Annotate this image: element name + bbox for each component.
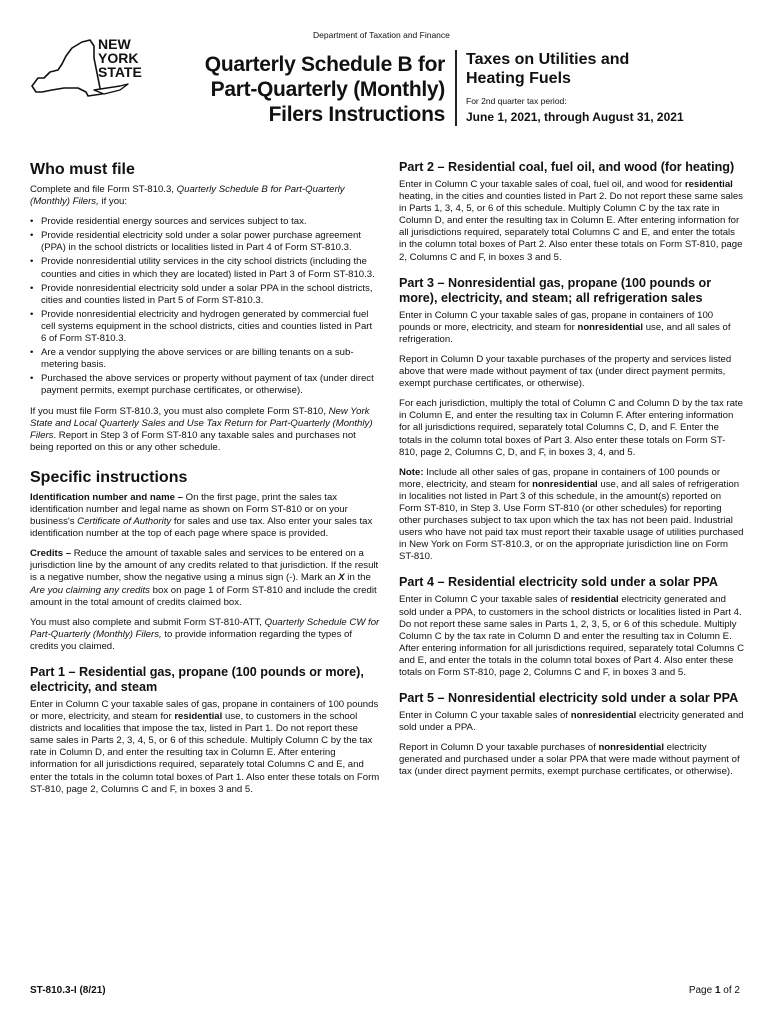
who-intro: [30, 184, 380, 208]
part1-heading: Part 1 – Residential gas, propane (100 pounds or more), electricity, and steam: [30, 665, 364, 694]
part1-paragraph: [30, 699, 380, 796]
identification-label: Identification number and name –: [30, 491, 186, 503]
part4-text-c: electricity generated and sold under a PPA, to customers in the school districts or localities listed in Part 4. Do not report these same sales in Parts 1, 2, 3, 5, or 6 of this schedule. Multiply Column C by the tax rate in Column D and enter the resulting tax in Column E. After entering information for all jurisdictions required, separately total Columns C and E, and enter the totals in the column total boxes of Part 4. Also enter these totals on Form ST-810, page 2, Columns C and F, in boxes 3 and 5.: [399, 594, 745, 678]
logo-state: STATE: [98, 64, 142, 80]
logo-new: NEW: [98, 36, 131, 52]
credits-text-c: box on page 1 of Form ST-810 and include the credit amount in the total amount of credits claimed box.: [30, 584, 377, 608]
list-item: • Provide residential electricity sold under a solar power purchase agreement (PPA) in the school districts or localities listed in Part 4 of Form ST-810.3.: [30, 230, 380, 254]
identification-paragraph: [30, 492, 380, 540]
credits-paragraph: [30, 548, 380, 608]
who-after-b: . Report in Step 3 of Form ST-810 any taxable sales and purchases not being reported on this or any other schedule.: [30, 429, 356, 453]
part5-p1-a: Enter in Column C your taxable sales of: [399, 710, 571, 722]
credits-text-italic: Are you claiming any credits: [30, 584, 150, 596]
right-column: [399, 158, 744, 787]
part5-p2-c: electricity generated and purchased under a solar PPA that were made without payment of tax (under direct payment permits, exempt purchase certificates, or otherwise).: [399, 742, 740, 778]
part4-text-bold: residential: [570, 594, 619, 606]
credits-text-a: Reduce the amount of taxable sales and services to be entered on a jurisdiction line by the amount of any credits related to that jurisdiction. If the result is a negative number, show the negative using a minus sign (-). Mark an: [30, 548, 379, 584]
right-title-line-1: Taxes on Utilities and: [466, 51, 630, 68]
who-intro-b: if you:: [98, 196, 128, 208]
page-of: of 2: [720, 985, 740, 996]
part3-note-a: Include all other sales of gas, propane in containers of 100 pounds or more, electricity, and steam for: [399, 466, 721, 490]
part5-p1-c: electricity generated and sold under a PPA.: [399, 710, 744, 734]
page-current: 1: [714, 985, 721, 996]
title-line-2: Part-Quarterly (Monthly): [210, 78, 445, 101]
header-right: [466, 50, 756, 124]
title-line-3: Filers Instructions: [268, 103, 445, 126]
part5-paragraph-1: [399, 710, 744, 734]
identification-text-b: for sales and use tax. Also enter your sales tax identification number at the top of each page where space is provided.: [30, 516, 373, 540]
list-item: • Purchased the above services or property without payment of tax (under direct payment permits, exempt purchase certificates, or otherwise).: [30, 373, 380, 397]
page-title: [165, 52, 445, 127]
specific-instructions-heading: Specific instructions: [30, 468, 188, 486]
list-item: • Provide residential energy sources and services subject to tax.: [30, 216, 380, 228]
part5-paragraph-2: [399, 742, 744, 778]
who-after-a: If you must file Form ST-810.3, you must also complete Form ST-810,: [30, 405, 329, 417]
part3-p1-a: Enter in Column C your taxable sales of gas, propane in containers of 100 pounds or more, electricity, and steam for: [399, 309, 714, 333]
att-paragraph: [30, 617, 380, 653]
part2-text-c: heating, in the cities and counties listed in Part 2. Do not report these same sales in Parts 1, 3, 4, 5, or 6 of this schedule. Multiply Column C by the tax rate in Column D, and enter the resulting tax in Column E. After entering information for all jurisdictions required, separately total Columns C and E, and enter the totals in the column total boxes of Part 2. Also enter these totals on Form ST-810, page 2, Columns C and F, in boxes 3 and 5.: [399, 191, 743, 263]
department-name: Department of Taxation and Finance: [313, 30, 450, 40]
part5-p2-bold: nonresidential: [598, 742, 665, 754]
form-id: ST-810.3-I (8/21): [30, 985, 106, 996]
part3-note: [399, 467, 744, 564]
part3-p1-c: use, and all sales of refrigeration.: [399, 321, 731, 345]
credits-text-b: in the: [344, 572, 371, 584]
right-title-line-2: Heating Fuels: [466, 70, 571, 87]
credits-x: X: [338, 572, 345, 584]
part2-text-bold: residential: [684, 179, 733, 190]
att-text-b: to provide information regarding the types of credits you claimed.: [30, 628, 353, 652]
part5-p2-a: Report in Column D your taxable purchases of: [399, 742, 599, 754]
part4-heading: Part 4 – Residential electricity sold under a solar PPA: [399, 575, 718, 590]
part5-p1-bold: nonresidential: [570, 710, 637, 722]
part3-paragraph-1: [399, 310, 744, 346]
who-must-file-heading: Who must file: [30, 161, 135, 178]
list-item: • Provide nonresidential electricity and hydrogen generated by commercial fuel cell systems equipment in the school districts, cities and counties listed in Part 6 of Form ST-810.3.: [30, 309, 380, 345]
part2-heading: Part 2 – Residential coal, fuel oil, and wood (for heating): [399, 160, 735, 174]
new-york-state-logo: [28, 34, 160, 100]
list-item: • Are a vendor supplying the above services or are billing tenants on a sub-metering basis.: [30, 347, 380, 371]
who-intro-form-title: Quarterly Schedule B for Part-Quarterly (Monthly) Filers,: [30, 184, 345, 208]
part3-p1-bold: nonresidential: [577, 321, 644, 333]
part3-paragraph-3: For each jurisdiction, multiply the total of Column C and Column D by the tax rate in Column E, and enter the resulting tax in Column F. After entering information for all jurisdictions required, separately total Columns C, D, and F. Enter the totals in the column total boxes of Part 3. Also enter these totals on Form ST-810, page 2, Columns C, D, and F, in boxes 3, 4, and 5.: [399, 398, 743, 458]
logo-york: YORK: [98, 50, 139, 66]
att-text-italic: Quarterly Schedule CW for Part-Quarterly (Monthly) Filers,: [30, 616, 380, 640]
list-item: • Provide nonresidential electricity sold under a solar PPA in the school districts, cities and counties listed in Part 5 of Form ST-810.3.: [30, 283, 380, 307]
part5-heading: Part 5 – Nonresidential electricity sold under a solar PPA: [399, 691, 739, 706]
part3-paragraph-2: Report in Column D your taxable purchases of the property and services listed above that were made without payment of tax (under direct payment permits, exempt purchase certificates, or otherwise).: [399, 353, 732, 390]
part2-paragraph: [399, 179, 744, 264]
title-line-1: Quarterly Schedule B for: [204, 53, 445, 76]
who-after-form-title: New York State and Local Quarterly Sales and Use Tax Return for Part-Quarterly (Monthly) Filers: [30, 405, 373, 441]
period-label: For 2nd quarter tax period:: [466, 96, 567, 106]
identification-text-a: On the first page, print the sales tax identification number and legal name as shown on Form ST-810 or on your business's: [30, 491, 348, 528]
period-dates: June 1, 2021, through August 31, 2021: [466, 110, 684, 124]
part4-paragraph: [399, 594, 744, 679]
part4-text-a: Enter in Column C your taxable sales of: [399, 594, 571, 606]
credits-label: Credits –: [30, 548, 74, 560]
list-item: • Provide nonresidential utility services in the city school districts (including the counties and cities in which they are located) listed in Part 3 of Form ST-810.3.: [30, 256, 380, 280]
left-column: [30, 158, 380, 804]
part3-heading: Part 3 – Nonresidential gas, propane (100 pounds or more), electricity, and steam; all refrigeration sales: [399, 275, 712, 305]
who-after: [30, 406, 380, 454]
header-divider: [455, 50, 457, 126]
part3-note-label: Note:: [399, 466, 424, 478]
part3-note-c: use, and all sales of refrigeration in localities not listed in Part 3 of this schedule, in the amount(s) reported on Form ST-810, in Step 3. Use Form ST-810 (or other schedules) for reporting other purchases subject to tax upon which the tax has not been paid. Industrial users who have not paid tax must report their taxable usage of utilities purchased in New York on Form ST-810.3, or on the appropriate jurisdiction line on Form ST-810.: [399, 478, 744, 563]
part1-text-a: Enter in Column C your taxable sales of gas, propane in containers of 100 pounds or more, electricity, and steam for: [30, 699, 379, 723]
part2-text-a: Enter in Column C your taxable sales of coal, fuel oil, and wood for: [399, 179, 685, 190]
part1-text-c: use, to customers in the school districts and localities that impose the tax, listed in Part 1. Do not report these same sales in Parts 2, 3, 4, 5, or 6 of this schedule. Multiply Column C by the tax rate in Column D, and enter the resulting tax in Column E. After entering information for all jurisdictions required, separately total Columns C and E, and enter the totals in the column total boxes of Part 1. Also enter these totals on Form ST-810, page 2, Columns C and F, in boxes 3 and 5.: [30, 711, 380, 795]
identification-text-italic: Certificate of Authority: [77, 516, 172, 528]
page-number: [689, 985, 740, 996]
who-intro-a: Complete and file Form ST-810.3,: [30, 184, 177, 195]
who-list: [30, 216, 380, 397]
part1-text-bold: residential: [174, 711, 223, 723]
att-text-a: You must also complete and submit Form ST-810-ATT,: [30, 616, 265, 628]
part3-note-bold: nonresidential: [532, 478, 598, 490]
page-word: Page: [688, 985, 715, 996]
